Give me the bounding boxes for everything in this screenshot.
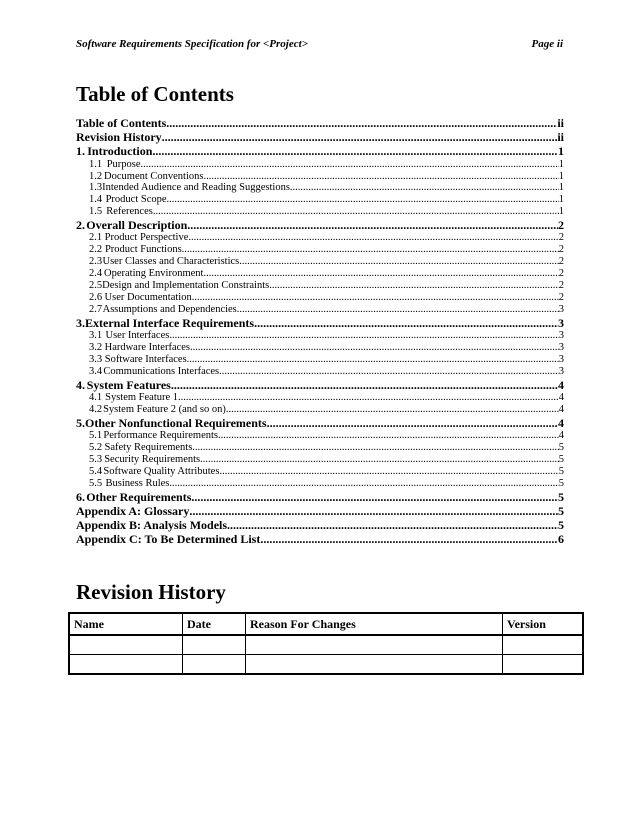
toc-entry[interactable] bbox=[76, 330, 564, 342]
toc-entry-number: 1.1 bbox=[89, 158, 103, 170]
toc-entry-title: System Features bbox=[86, 377, 171, 392]
toc-dot-leader bbox=[141, 159, 559, 171]
toc-entry-title: Performance Requirements bbox=[103, 430, 219, 442]
revision-history-heading: Revision History bbox=[76, 580, 226, 604]
toc-dot-leader bbox=[269, 280, 559, 292]
toc-dot-leader bbox=[203, 268, 558, 280]
toc-entry[interactable] bbox=[76, 404, 564, 416]
toc-entry-title: Assumptions and Dependencies bbox=[102, 304, 237, 316]
toc-entry-title: Intended Audience and Reading Suggestions bbox=[102, 182, 290, 194]
toc-entry-page: 5 bbox=[558, 504, 564, 519]
table-cell[interactable] bbox=[246, 635, 503, 655]
toc-entry-page: 5 bbox=[558, 477, 564, 489]
table-cell[interactable] bbox=[69, 635, 183, 655]
toc-entry-title: System Feature 2 (and so on) bbox=[103, 404, 226, 416]
toc-dot-leader bbox=[218, 430, 559, 442]
toc-entry-page: 3 bbox=[558, 342, 564, 354]
toc-entry[interactable] bbox=[76, 466, 564, 478]
toc-dot-leader bbox=[178, 392, 559, 404]
toc-entry-page: 3 bbox=[558, 366, 564, 377]
toc-entry-number: 5.3 bbox=[89, 454, 103, 466]
toc-entry-page: 1 bbox=[558, 182, 564, 194]
toc-entry-page: ii bbox=[557, 116, 564, 130]
toc-entry-page: 1 bbox=[558, 206, 564, 218]
toc-entry-title: Safety Requirements bbox=[104, 442, 193, 454]
toc-dot-leader bbox=[167, 194, 559, 206]
toc-entry-title: User Classes and Characteristics bbox=[102, 256, 240, 268]
toc-entry-number: 5.5 bbox=[89, 477, 103, 489]
toc-entry-number: 2.5 bbox=[89, 280, 103, 292]
toc-entry-number: 2. bbox=[76, 218, 85, 233]
toc-entry-page: 2 bbox=[558, 280, 564, 292]
toc-dot-leader bbox=[254, 316, 558, 330]
toc-entry[interactable] bbox=[76, 194, 564, 206]
toc-entry-page: 3 bbox=[558, 330, 564, 342]
toc-dot-leader bbox=[169, 478, 558, 490]
toc-entry-page: 5 bbox=[558, 442, 564, 454]
toc-entry[interactable] bbox=[76, 280, 564, 292]
toc-entry[interactable] bbox=[76, 268, 564, 280]
toc-entry[interactable] bbox=[76, 218, 564, 232]
column-header-reason: Reason For Changes bbox=[246, 613, 503, 635]
table-cell[interactable] bbox=[246, 655, 503, 675]
toc-entry-page: 5 bbox=[558, 489, 564, 504]
toc-dot-leader bbox=[239, 256, 558, 268]
toc-entry[interactable] bbox=[76, 378, 564, 392]
toc-dot-leader bbox=[200, 454, 559, 466]
toc-entry-title: User Documentation bbox=[104, 292, 192, 304]
toc-entry-title: Communications Interfaces bbox=[103, 366, 220, 377]
table-cell[interactable] bbox=[503, 635, 584, 655]
toc-entry-number: 3.3 bbox=[89, 354, 103, 366]
toc-entry-number: 2.1 bbox=[89, 232, 103, 244]
toc-entry-title: Software Interfaces bbox=[104, 354, 187, 366]
toc-entry-page: 5 bbox=[558, 466, 564, 477]
toc-entry[interactable] bbox=[76, 490, 564, 504]
toc-entry-page: 1 bbox=[558, 170, 564, 182]
toc-entry-title: User Interfaces bbox=[105, 330, 170, 342]
toc-entry-title: Product Functions bbox=[104, 244, 182, 256]
toc-entry[interactable] bbox=[76, 504, 564, 518]
toc-entry-title: Operating Environment bbox=[104, 268, 204, 280]
toc-entry-number: 4.1 bbox=[89, 392, 103, 404]
toc-dot-leader bbox=[219, 366, 559, 378]
toc-entry-number: 2.4 bbox=[89, 268, 103, 280]
toc-dot-leader bbox=[203, 171, 558, 183]
toc-entry-number: 6. bbox=[76, 489, 85, 504]
toc-dot-leader bbox=[237, 304, 559, 316]
toc-entry-number: 1.2 bbox=[89, 170, 103, 182]
toc-dot-leader bbox=[152, 144, 558, 158]
table-cell[interactable] bbox=[503, 655, 584, 675]
toc-entry-title: Purpose bbox=[106, 158, 141, 170]
toc-entry-page: 4 bbox=[558, 430, 564, 442]
column-header-version: Version bbox=[503, 613, 584, 635]
toc-dot-leader bbox=[227, 518, 558, 532]
toc-dot-leader bbox=[192, 292, 559, 304]
toc-entry[interactable] bbox=[76, 304, 564, 316]
toc-entry[interactable] bbox=[76, 478, 564, 490]
revision-history-table bbox=[68, 612, 584, 675]
toc-entry-number: 2.3 bbox=[89, 256, 103, 268]
toc-entry-title: Other Requirements bbox=[86, 489, 192, 504]
toc-entry[interactable] bbox=[76, 442, 564, 454]
toc-dot-leader bbox=[153, 206, 559, 218]
toc-entry-page: 2 bbox=[558, 292, 564, 304]
toc-entry[interactable] bbox=[76, 454, 564, 466]
toc-entry-number: 5.2 bbox=[89, 442, 103, 454]
toc-entry-page: 4 bbox=[558, 392, 564, 404]
toc-entry[interactable] bbox=[76, 206, 564, 218]
toc-entry[interactable] bbox=[76, 232, 564, 244]
toc-entry-number: 3. bbox=[76, 316, 85, 330]
toc-entry[interactable] bbox=[76, 256, 564, 268]
toc-entry-number: 2.6 bbox=[89, 292, 103, 304]
toc-entry-number: 1.3 bbox=[89, 182, 103, 194]
toc-entry[interactable] bbox=[76, 366, 564, 378]
toc-entry[interactable] bbox=[76, 182, 564, 194]
toc-entry-number: 1. bbox=[76, 144, 85, 159]
toc-entry-title: System Feature 1 bbox=[105, 392, 179, 404]
toc-entry-title: Appendix A: Glossary bbox=[76, 504, 190, 519]
toc-entry[interactable] bbox=[76, 532, 564, 546]
toc-dot-leader bbox=[219, 466, 558, 478]
toc-entry[interactable] bbox=[76, 392, 564, 404]
toc-dot-leader bbox=[192, 442, 558, 454]
toc-entry-number: 3.4 bbox=[89, 366, 103, 377]
toc-dot-leader bbox=[162, 130, 558, 144]
toc-entry-title: Overall Description bbox=[86, 218, 188, 233]
toc-entry-title: External Interface Requirements bbox=[85, 316, 255, 330]
toc-dot-leader bbox=[166, 116, 557, 130]
table-of-contents bbox=[76, 116, 564, 547]
toc-dot-leader bbox=[187, 218, 558, 232]
toc-entry[interactable] bbox=[76, 244, 564, 256]
toc-entry[interactable] bbox=[76, 159, 564, 171]
toc-entry[interactable] bbox=[76, 416, 564, 430]
toc-entry[interactable] bbox=[76, 354, 564, 366]
toc-entry[interactable] bbox=[76, 144, 564, 158]
toc-entry-page: 4 bbox=[558, 404, 564, 416]
toc-dot-leader bbox=[189, 504, 558, 518]
toc-entry-page: 2 bbox=[558, 244, 564, 256]
toc-entry-page: 2 bbox=[558, 232, 564, 244]
table-row bbox=[69, 655, 583, 675]
toc-entry-page: 5 bbox=[558, 454, 564, 466]
toc-entry-number: 2.7 bbox=[89, 304, 103, 316]
toc-entry-number: 1.5 bbox=[89, 206, 103, 218]
header-document-title: Software Requirements Specification for <Project> bbox=[76, 38, 308, 50]
toc-dot-leader bbox=[188, 232, 558, 244]
toc-entry-title: Software Quality Attributes bbox=[103, 466, 220, 477]
toc-entry-page: 2 bbox=[558, 256, 564, 268]
toc-entry-page: 4 bbox=[558, 416, 564, 430]
column-header-name: Name bbox=[69, 613, 183, 635]
toc-entry-title: Appendix B: Analysis Models bbox=[76, 518, 228, 533]
toc-dot-leader bbox=[191, 490, 558, 504]
toc-entry-title: Table of Contents bbox=[76, 116, 167, 130]
toc-entry-page: 3 bbox=[558, 304, 564, 316]
toc-entry-number: 5.4 bbox=[89, 466, 103, 477]
toc-entry-page: 3 bbox=[558, 316, 564, 330]
toc-entry-title: Design and Implementation Constraints bbox=[102, 280, 270, 292]
toc-entry[interactable] bbox=[76, 342, 564, 354]
toc-entry[interactable] bbox=[76, 430, 564, 442]
toc-entry-title: Security Requirements bbox=[104, 454, 201, 466]
toc-heading: Table of Contents bbox=[76, 82, 234, 106]
toc-entry-title: References bbox=[106, 206, 153, 218]
toc-dot-leader bbox=[169, 330, 558, 342]
toc-entry-number: 5. bbox=[76, 416, 85, 430]
toc-entry-title: Hardware Interfaces bbox=[104, 342, 191, 354]
toc-entry-page: 4 bbox=[558, 377, 564, 392]
table-cell[interactable] bbox=[183, 635, 246, 655]
toc-entry-page: 1 bbox=[558, 158, 564, 170]
toc-entry[interactable] bbox=[76, 518, 564, 532]
toc-entry-page: 2 bbox=[558, 268, 564, 280]
column-header-date: Date bbox=[183, 613, 246, 635]
toc-entry-title: Introduction bbox=[87, 144, 153, 159]
toc-entry-page: 6 bbox=[558, 532, 564, 547]
toc-entry-number: 5.1 bbox=[89, 430, 103, 442]
toc-entry[interactable] bbox=[76, 292, 564, 304]
toc-entry-title: Document Conventions bbox=[104, 170, 204, 182]
toc-entry-page: 1 bbox=[558, 144, 564, 159]
toc-dot-leader bbox=[182, 244, 559, 256]
toc-entry-title: Revision History bbox=[76, 130, 162, 145]
table-row bbox=[69, 635, 583, 655]
toc-entry[interactable] bbox=[76, 116, 564, 130]
toc-entry-number: 2.2 bbox=[89, 244, 103, 256]
toc-entry-title: Product Scope bbox=[105, 194, 167, 206]
toc-entry-title: Appendix C: To Be Determined List bbox=[76, 532, 261, 547]
toc-entry-number: 3.2 bbox=[89, 342, 103, 354]
toc-entry-title: Product Perspective bbox=[104, 232, 189, 244]
header-page-number: Page ii bbox=[531, 38, 563, 50]
toc-entry-title: Business Rules bbox=[105, 477, 170, 489]
toc-dot-leader bbox=[290, 182, 559, 194]
table-header-row bbox=[69, 613, 583, 635]
toc-dot-leader bbox=[171, 378, 558, 392]
toc-dot-leader bbox=[190, 342, 559, 354]
toc-dot-leader bbox=[267, 416, 558, 430]
toc-entry[interactable] bbox=[76, 130, 564, 144]
toc-entry-page: 3 bbox=[558, 354, 564, 366]
toc-entry-page: ii bbox=[557, 130, 564, 145]
toc-entry-number: 4.2 bbox=[89, 404, 103, 416]
table-cell[interactable] bbox=[69, 655, 183, 675]
toc-dot-leader bbox=[260, 532, 558, 546]
toc-entry-page: 1 bbox=[558, 194, 564, 206]
toc-entry[interactable] bbox=[76, 316, 564, 330]
toc-entry-page: 2 bbox=[558, 218, 564, 233]
toc-entry-page: 5 bbox=[558, 518, 564, 533]
toc-dot-leader bbox=[187, 354, 559, 366]
toc-entry-number: 4. bbox=[76, 377, 85, 392]
table-cell[interactable] bbox=[183, 655, 246, 675]
toc-entry[interactable] bbox=[76, 171, 564, 183]
toc-dot-leader bbox=[226, 404, 559, 416]
page-header bbox=[76, 38, 563, 50]
toc-entry-number: 1.4 bbox=[89, 194, 103, 206]
toc-entry-number: 3.1 bbox=[89, 330, 103, 342]
toc-entry-title: Other Nonfunctional Requirements bbox=[85, 416, 267, 430]
